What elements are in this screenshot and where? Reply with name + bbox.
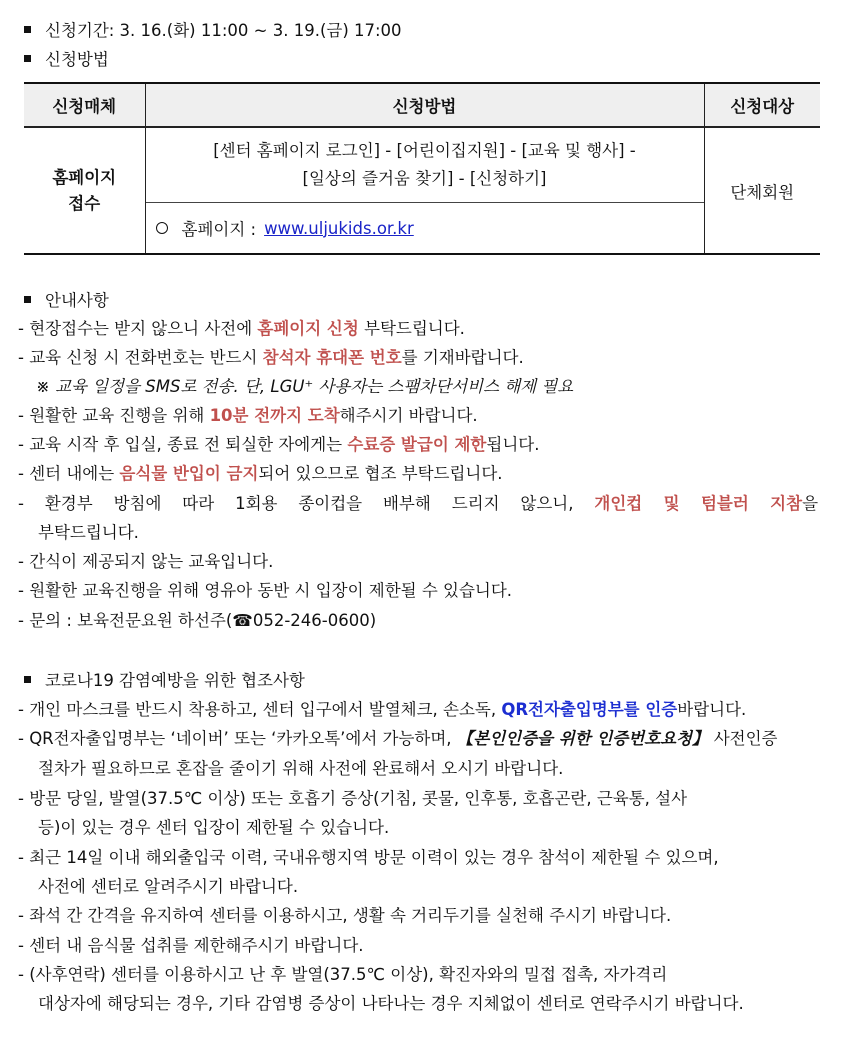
notice-text: 를 기재바랍니다. bbox=[401, 348, 524, 367]
covid-text: 사전인증 bbox=[708, 729, 778, 748]
notice-title: 안내사항 bbox=[45, 291, 109, 310]
notice-item bbox=[18, 344, 524, 368]
notice-text: - 교육 신청 시 전화번호는 반드시 bbox=[18, 348, 263, 367]
covid-title: 코로나19 감염예방을 위한 협조사항 bbox=[45, 671, 305, 690]
notice-highlight: 음식물 반입이 금지 bbox=[119, 464, 259, 483]
method-cell bbox=[145, 127, 704, 254]
notice-text: 되어 있으므로 협조 부탁드립니다. bbox=[258, 464, 503, 483]
notice-item: - 원활한 교육진행을 위해 영유아 동반 시 입장이 제한될 수 있습니다. bbox=[18, 581, 513, 600]
notice-text: 됩니다. bbox=[486, 435, 540, 454]
phone-icon: ☎ bbox=[232, 611, 253, 630]
covid-text: - 개인 마스크를 반드시 착용하고, 센터 입구에서 발열체크, 손소독, bbox=[18, 700, 502, 719]
notice-text: - 환경부 방침에 따라 1회용 종이컵을 배부해 드리지 않으니, bbox=[18, 494, 595, 513]
medium-cell bbox=[24, 127, 145, 254]
notice-highlight: 개인컵 및 텀블러 지참 bbox=[594, 494, 803, 513]
homepage-link[interactable]: www.uljukids.or.kr bbox=[264, 218, 414, 238]
covid-item: - 센터 내 음식물 섭취를 제한해주시기 바랍니다. bbox=[18, 936, 364, 955]
square-bullet-icon bbox=[24, 676, 31, 683]
application-period bbox=[24, 17, 402, 41]
medium-line2: 접수 bbox=[68, 193, 101, 213]
covid-text: - QR전자출입명부는 ‘네이버’ 또는 ‘카카오톡’에서 가능하며, bbox=[18, 729, 457, 748]
notice-text: - 현장접수는 받지 않으니 사전에 bbox=[18, 319, 258, 338]
notice-item bbox=[18, 402, 478, 426]
notice-item-cont: 부탁드립니다. bbox=[38, 523, 139, 542]
covid-heading bbox=[24, 667, 305, 691]
application-method-text: 신청방법 bbox=[45, 50, 109, 69]
notice-item: - 간식이 제공되지 않는 교육입니다. bbox=[18, 552, 274, 571]
contact-phone: 052-246-0600) bbox=[252, 611, 377, 630]
covid-item-cont: 대상자에 해당되는 경우, 기타 감염병 증상이 나타나는 경우 지체없이 센터로 연락주시기 바랍니다. bbox=[38, 994, 744, 1013]
notice-text: 해주시기 바랍니다. bbox=[339, 406, 478, 425]
notice-text: - 교육 시작 후 입실, 종료 전 퇴실한 자에게는 bbox=[18, 435, 348, 454]
notice-item bbox=[18, 431, 539, 455]
square-bullet-icon bbox=[24, 26, 31, 33]
contact-text: - 문의 : 보육전문요원 하선주( bbox=[18, 611, 233, 630]
covid-item bbox=[18, 725, 777, 749]
notice-item bbox=[18, 490, 818, 514]
covid-text: 바랍니다. bbox=[677, 700, 747, 719]
sms-note: ※ 교육 일정을 SMS로 전송. 단, LGU⁺ 사용자는 스팸차단서비스 해제 필요 bbox=[36, 377, 574, 396]
covid-highlight: QR전자출입명부를 인증 bbox=[501, 700, 678, 719]
square-bullet-icon bbox=[24, 55, 31, 62]
covid-item: - 최근 14일 이내 해외출입국 이력, 국내유행지역 방문 이력이 있는 경우 참석이 제한될 수 있으며, bbox=[18, 848, 719, 867]
notice-text: 을 bbox=[802, 494, 819, 513]
notice-item bbox=[18, 460, 503, 484]
covid-item bbox=[18, 696, 746, 720]
application-period-text: 신청기간: 3. 16.(화) 11:00 ~ 3. 19.(금) 17:00 bbox=[45, 21, 402, 40]
covid-item-cont: 등)이 있는 경우 센터 입장이 제한될 수 있습니다. bbox=[38, 818, 390, 837]
table-header-row bbox=[24, 83, 820, 127]
method-line2: [일상의 즐거움 찾기] - [신청하기] bbox=[302, 169, 547, 188]
covid-item-cont: 절차가 필요하므로 혼잡을 줄이기 위해 사전에 완료해서 오시기 바랍니다. bbox=[38, 759, 564, 778]
covid-item: - 방문 당일, 발열(37.5℃ 이상) 또는 호흡기 증상(기침, 콧물, 인후통, 호흡곤란, 근육통, 설사 bbox=[18, 789, 688, 808]
notice-text: - 원활한 교육 진행을 위해 bbox=[18, 406, 210, 425]
covid-item: - 좌석 간 간격을 유지하여 센터를 이용하시고, 생활 속 거리두기를 실천해 주시기 바랍니다. bbox=[18, 906, 672, 925]
header-medium: 신청매체 bbox=[24, 83, 145, 127]
method-steps bbox=[146, 128, 704, 203]
medium-line1: 홈페이지 bbox=[52, 167, 117, 187]
target-cell: 단체회원 bbox=[704, 127, 820, 254]
notice-highlight: 수료증 발급이 제한 bbox=[347, 435, 487, 454]
notice-item bbox=[18, 315, 465, 339]
notice-heading bbox=[24, 287, 109, 311]
notice-highlight: 10분 전까지 도착 bbox=[209, 406, 340, 425]
method-line1: [센터 홈페이지 로그인] - [어린이집지원] - [교육 및 행사] - bbox=[213, 141, 636, 160]
covid-item-cont: 사전에 센터로 알려주시기 바랍니다. bbox=[38, 877, 299, 896]
application-table bbox=[24, 82, 820, 255]
square-bullet-icon bbox=[24, 296, 31, 303]
header-target: 신청대상 bbox=[704, 83, 820, 127]
circle-bullet-icon bbox=[156, 222, 168, 234]
notice-highlight: 홈페이지 신청 bbox=[257, 319, 359, 338]
homepage-label: 홈페이지 : bbox=[181, 220, 257, 239]
notice-text: - 센터 내에는 bbox=[18, 464, 120, 483]
application-method-heading bbox=[24, 46, 109, 70]
contact-item bbox=[18, 607, 376, 631]
header-method: 신청방법 bbox=[145, 83, 704, 127]
covid-emphasis: 【본인인증을 위한 인증번호요청】 bbox=[456, 729, 709, 748]
homepage-row bbox=[146, 203, 704, 253]
table-row bbox=[24, 127, 820, 254]
notice-text: 부탁드립니다. bbox=[358, 319, 465, 338]
notice-highlight: 참석자 휴대폰 번호 bbox=[262, 348, 402, 367]
covid-item: - (사후연락) 센터를 이용하시고 난 후 발열(37.5℃ 이상), 확진자와의 밀접 접촉, 자가격리 bbox=[18, 965, 668, 984]
